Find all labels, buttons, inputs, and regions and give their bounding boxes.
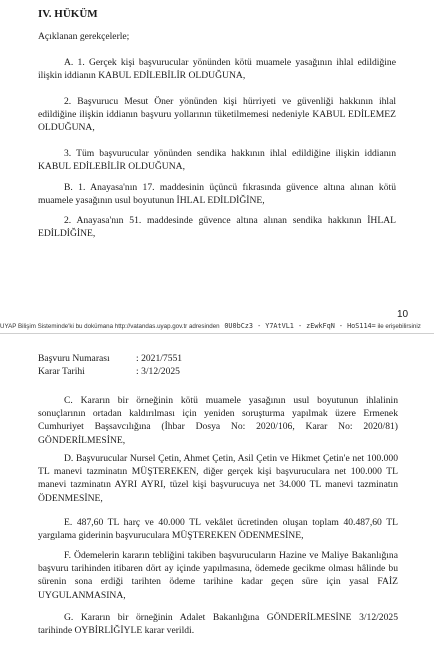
paragraph-c: C. Kararın bir örneğinin kötü muamele yasağının usul boyutunun ihlalinin sonuçlarının ortadan kaldırılması için yeniden soruşturma yapılmak üzere Ermenek Cumhuriyet Başsavcılığına (İhbar Dosya No: 2020/106, Karar No: 2020/81) GÖNDERİLMESİNE, [38,395,398,446]
footer-suffix: ile erişebilirsiniz [377,323,421,330]
footer-text: UYAP Bilişim Sisteminde'ki bu dokümana http://vatandas.uyap.gov.tr adresinden [0,323,220,330]
meta-value: : 3/12/2025 [136,366,180,377]
paragraph-g: G. Kararın bir örneğinin Adalet Bakanlığına GÖNDERİLMESİNE 3/12/2025 tarihinde OYBİRLİĞİYLE karar verildi. [38,612,398,637]
page-divider [0,333,434,334]
paragraph-f: F. Ödemelerin kararın tebliğini takiben başvurucuların Hazine ve Maliye Bakanlığına başvuru tarihinden itibaren dört ay içinde yapılmasına, ödemede gecikme olması hâlinde bu sürenin sona erdiği tarihten ödeme tarihine kadar geçen süre için yasal FAİZ UYGULANMASINA, [38,550,398,601]
paragraph-a2: 2. Başvurucu Mesut Öner yönünden kişi hürriyeti ve güvenliği hakkının ihlal edildiğine ilişkin iddianın başvuru yollarının tüketilmemesi nedeniyle KABUL EDİLEMEZ OLDUĞUNA, [38,96,396,134]
paragraph-b1: B. 1. Anayasa'nın 17. maddesinin üçüncü fıkrasında güvence altına alınan kötü muamele yasağının usul boyutunun İHLAL EDİLDİĞİNE, [38,182,396,207]
paragraph-d: D. Başvurucular Nursel Çetin, Ahmet Çetin, Asil Çetin ve Hikmet Çetin'e net 100.000 TL manevi tazminatın MÜŞTEREKEN, diğer gerçek kişi başvuruculara net 100.000 TL manevi tazminatın AYRI AYRI, tüzel kişi başvurucuya net 34.000 TL manevi tazminatın ÖDENMESİNE, [38,453,398,504]
meta-label: Başvuru Numarası [38,353,110,364]
paragraph-a1: A. 1. Gerçek kişi başvurucular yönünden kötü muamele yasağının ihlal edildiğine ilişkin iddianın KABUL EDİLEBİLİR OLDUĞUNA, [38,57,396,82]
meta-value: : 2021/7551 [136,353,183,364]
meta-label: Karar Tarihi [38,366,85,377]
paragraph-e: E. 487,60 TL harç ve 40.000 TL vekâlet ücretinden oluşan toplam 40.487,60 TL yargılama giderinin başvuruculara MÜŞTEREKEN ÖDENMESİNE, [38,517,398,542]
paragraph-b2: 2. Anayasa'nın 51. maddesinde güvence altına alınan sendika hakkının İHLAL EDİLDİĞİNE, [38,215,396,240]
decision-date-row [38,365,180,378]
application-number-row [38,352,182,365]
verification-code: 0U0bCz3 - Y7AtVL1 - zEwkFqN - HoS114= [224,322,376,330]
uyap-footer [0,320,434,332]
section-heading: IV. HÜKÜM [38,8,98,20]
paragraph-a3: 3. Tüm başvurucular yönünden sendika hakkının ihlal edildiğine ilişkin iddianın KABUL EDİLEBİLİR OLDUĞUNA, [38,148,396,173]
page-number: 10 [397,309,409,320]
intro-text: Açıklanan gerekçelerle; [38,31,130,42]
